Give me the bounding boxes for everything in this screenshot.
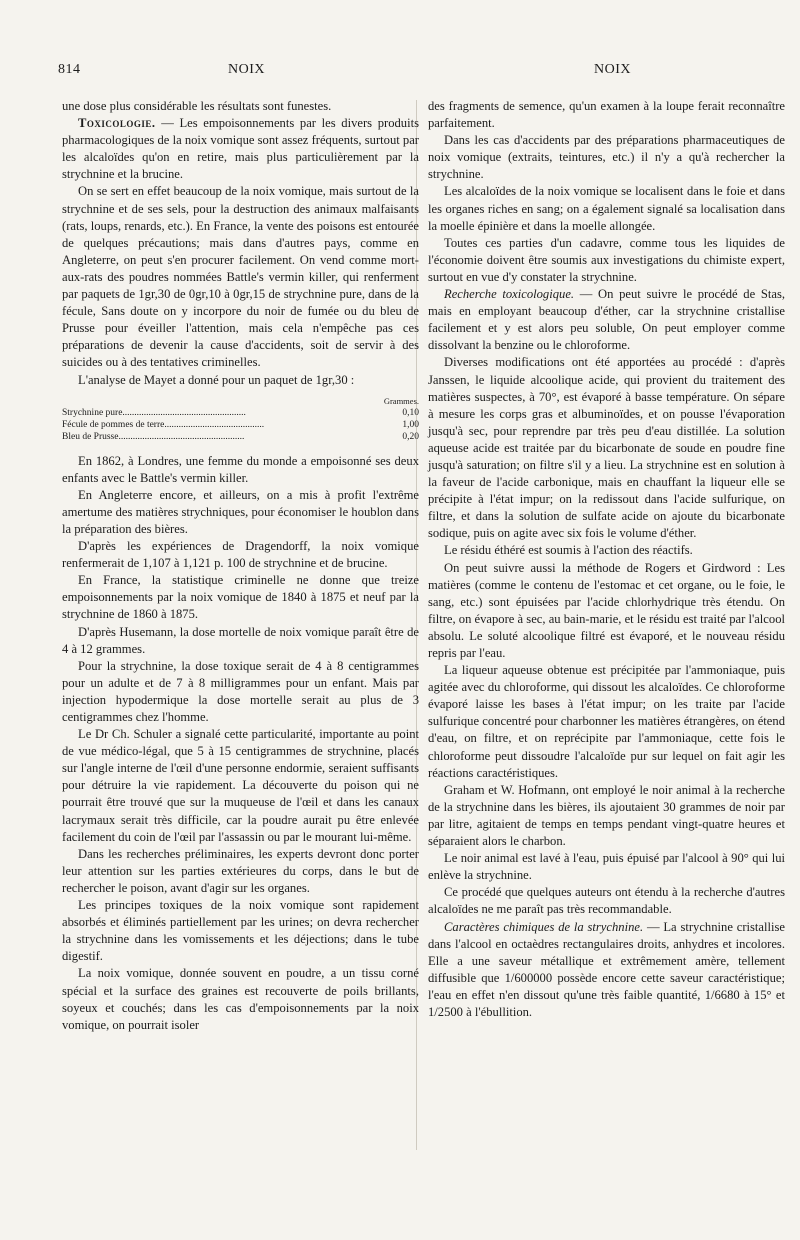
table-value: 0,10 (402, 407, 419, 418)
paragraph: Le résidu éthéré est soumis à l'action des réactifs. (444, 543, 693, 558)
paragraph: Pour la strychnine, la dose toxique serait de 4 à 8 centigrammes pour un adulte et de 7 à 8 milligrammes pour un enfant. Mais par injection hypodermique la dose mortelle serait au plus de 3 centigrammes chez l'homme. (62, 658, 419, 724)
paragraph: D'après Husemann, la dose mortelle de noix vomique paraît être de 4 à 12 grammes. (62, 624, 419, 656)
paragraph: Ce procédé que quelques auteurs ont étendu à la recherche d'autres alcaloïdes ne me paraît pas très recommandable. (428, 885, 785, 917)
running-title-left: NOIX (228, 62, 265, 77)
left-column (62, 98, 419, 1034)
paragraph: Dans les recherches préliminaires, les experts devront donc porter leur attention sur les parties extérieures du corps, dans le but de rechercher le poison, avant d'agir sur les organes. (62, 846, 419, 895)
paragraph (428, 286, 785, 354)
paragraph: En France, la statistique criminelle ne donne que treize empoisonnements par la noix vomique de 1840 à 1875 et neuf par la strychnine de 1860 à 1875. (62, 573, 419, 622)
paragraph-text: — La strychnine cristallise dans l'alcool en octaèdres rectangulaires droits, anhydres et incolores. Elle a une saveur métallique et extrêmement amère, tellement diffusible que 1/600000 possède encore cette saveur caractéristique; l'eau en effet n'en dissout qu'une très faible quantité, 1/6680 à 15° et 1/2500 à l'ébullition. (428, 919, 785, 1019)
table-value: 0,20 (402, 431, 419, 442)
section-heading: Caractères chimiques de la strychnine. (444, 919, 644, 934)
paragraph: des fragments de semence, qu'un examen à la loupe ferait reconnaître parfaitement. (428, 99, 785, 131)
right-column (428, 98, 785, 1021)
paragraph: En Angleterre encore, et ailleurs, on a mis à profit l'extrême amertume des matières strychniques, pour économiser le houblon dans la préparation des bières. (62, 487, 419, 536)
paragraph: une dose plus considérable les résultats sont funestes. (62, 99, 332, 113)
paragraph-text: — On peut suivre le procédé de Stas, mais en employant beaucoup d'éther, car la strychnine cristallise facilement et y est alors peu soluble, On peut employer comme dissolvant la benzine ou le chloroforme. (428, 287, 785, 353)
composition-table (62, 395, 419, 443)
paragraph: On peut suivre aussi la méthode de Rogers et Girdword : Les matières (comme le contenu de l'estomac et cet organe, ou le foie, le sang, etc.) sont épuisées par l'acide chlorhydrique très étendu. On filtre, on évapore à sec, au bain-marie, et le résidu est traité par l'alcool absolu. Le soluté alcoolique filtré est évaporé, et le nouveau résidu repris par l'eau. (428, 560, 785, 660)
table-label: Bleu de Prusse..................................................... (62, 431, 245, 442)
paragraph: L'analyse de Mayet a donné pour un paquet de 1gr,30 : (78, 372, 355, 387)
paragraph-text: — Les empoisonnements par les divers produits pharmacologiques de la noix vomique sont assez fréquents, surtout par les alcaloïdes qu'on en retire, mais plus particulièrement par la strychnine et la brucine. (62, 116, 419, 182)
table-unit: Grammes. (383, 395, 419, 406)
page-number: 814 (58, 62, 81, 77)
paragraph: Le noir animal est lavé à l'eau, puis épuisé par l'alcool à 90° qui lui enlève la strychnine. (428, 851, 785, 883)
paragraph: Toutes ces parties d'un cadavre, comme tous les liquides de l'économie doivent être soumis aux investigations du chimiste expert, surtout en vue d'y constater la strychnine. (428, 235, 785, 284)
paragraph: La liqueur aqueuse obtenue est précipitée par l'ammoniaque, puis agitée avec du chloroforme, qui dissout les alcaloïdes. Ce chloroforme évaporé laisse les bases à l'état impur; on les traite par l'acide sulfurique concentré pour charbonner les matières étrangères, on étend d'eau, on filtre, et on reprécipite par l'ammoniaque, cette fois le chloroforme peut dissoudre l'alcaloïde pur sur lequel on fait agir les réactions caractéristiques. (428, 663, 785, 780)
paragraph (62, 115, 419, 183)
paragraph: Les alcaloïdes de la noix vomique se localisent dans le foie et dans les organes riches en sang; on a également signalé sa localisation dans la moelle épinière et dans la moelle allongée. (428, 184, 785, 233)
paragraph: D'après les expériences de Dragendorff, la noix vomique renfermerait de 1,107 à 1,121 p. 100 de strychnine et de brucine. (62, 539, 419, 571)
section-heading: Toxicologie. (78, 116, 156, 131)
paragraph: La noix vomique, donnée souvent en poudre, a un tissu corné spécial et la surface des graines est recouverte de poils brillants, soyeux et couchés; dans les cas d'empoisonnements par la noix vomique, on pourrait isoler (62, 966, 419, 1032)
table-label: Fécule de pommes de terre.......................................... (62, 419, 265, 430)
table-row (62, 431, 419, 443)
table-row (62, 407, 419, 419)
paragraph: Graham et W. Hofmann, ont employé le noir animal à la recherche de la strychnine dans les bières, ils ajoutaient 30 grammes de noir par par litre, agitaient de temps en temps pendant vingt-quatre heures et séparaient alors le charbon. (428, 782, 785, 849)
paragraph: Dans les cas d'accidents par des préparations pharmaceutiques de noix vomique (extraits, teintures, etc.) il n'y a qu'à rechercher la strychnine. (428, 133, 785, 182)
table-value: 1,00 (402, 419, 419, 430)
table-row (62, 419, 419, 431)
table-label: Strychnine pure.................................................... (62, 407, 246, 418)
paragraph: Diverses modifications ont été apportées au procédé : d'après Janssen, le liquide alcoolique acide, qui provient du traitement des matières suspectes, à 70°, est évaporé à basse température. On sépare à mesure les corps gras et albuminoïdes, et on pousse l'évaporation jusqu'à sec, pour reprendre par très peu d'eau distillée. La solution aqueuse acide est traitée par du bicarbonate de soude en poudre fine jusqu'à saturation; on filtre s'il y a lieu. La strychnine est en solution à la faveur de l'acide carbonique, mais en chauffant la liqueur elle se précipite à l'état impur; on la redissout dans l'acide sulfurique, on filtre, et dans la solution de sulfate acide on ajoute du bicarbonate sodique, puis on agite avec six fois le volume d'éther. (428, 355, 785, 541)
paragraph: Les principes toxiques de la noix vomique sont rapidement absorbés et éliminés partiellement par les urines; on devra rechercher la strychnine dans les vomissements et les déjections; dans le tube digestif. (62, 898, 419, 964)
paragraph: On se sert en effet beaucoup de la noix vomique, mais surtout de la strychnine et de ses sels, pour la destruction des animaux malfaisants (rats, loups, renards, etc.). En France, la vente des poisons est entourée de quelques précautions; mais dans d'autres pays, comme en Angleterre, on peut s'en procurer facilement. On vend comme mort-aux-rats des poudres nommées Battle's vermin killer, qui renferment par paquets de 1gr,30 de 0gr,10 à 0gr,15 de strychnine pure, dans de la fécule, Sans doute on y incorpore du noir de fumée ou du bleu de Prusse pour éveiller l'attention, mais cela n'empêche pas ces préparations de devenir la cause d'accidents, soit de servir à des suicides ou à des tentatives criminelles. (62, 184, 419, 370)
paragraph: En 1862, à Londres, une femme du monde a empoisonné ses deux enfants avec le Battle's vermin killer. (62, 453, 419, 485)
section-heading: Recherche toxicologique. (444, 287, 575, 302)
paragraph (428, 919, 785, 1022)
running-title-right: NOIX (594, 62, 631, 77)
paragraph: Le Dr Ch. Schuler a signalé cette particularité, importante au point de vue médico-légal, que 5 à 15 centigrammes de strychnine, placés sur l'angle interne de l'œil d'une personne endormie, seraient suffisants pour détruire la vie rapidement. La découverte du poison qui ne pourrait être trouvé que sur la muqueuse de l'œil et dans les canaux lacrymaux serait très difficile, car la poudre aurait pu être enlevée facilement du coin de l'œil par l'assassin ou par le mourant lui-même. (62, 727, 419, 844)
